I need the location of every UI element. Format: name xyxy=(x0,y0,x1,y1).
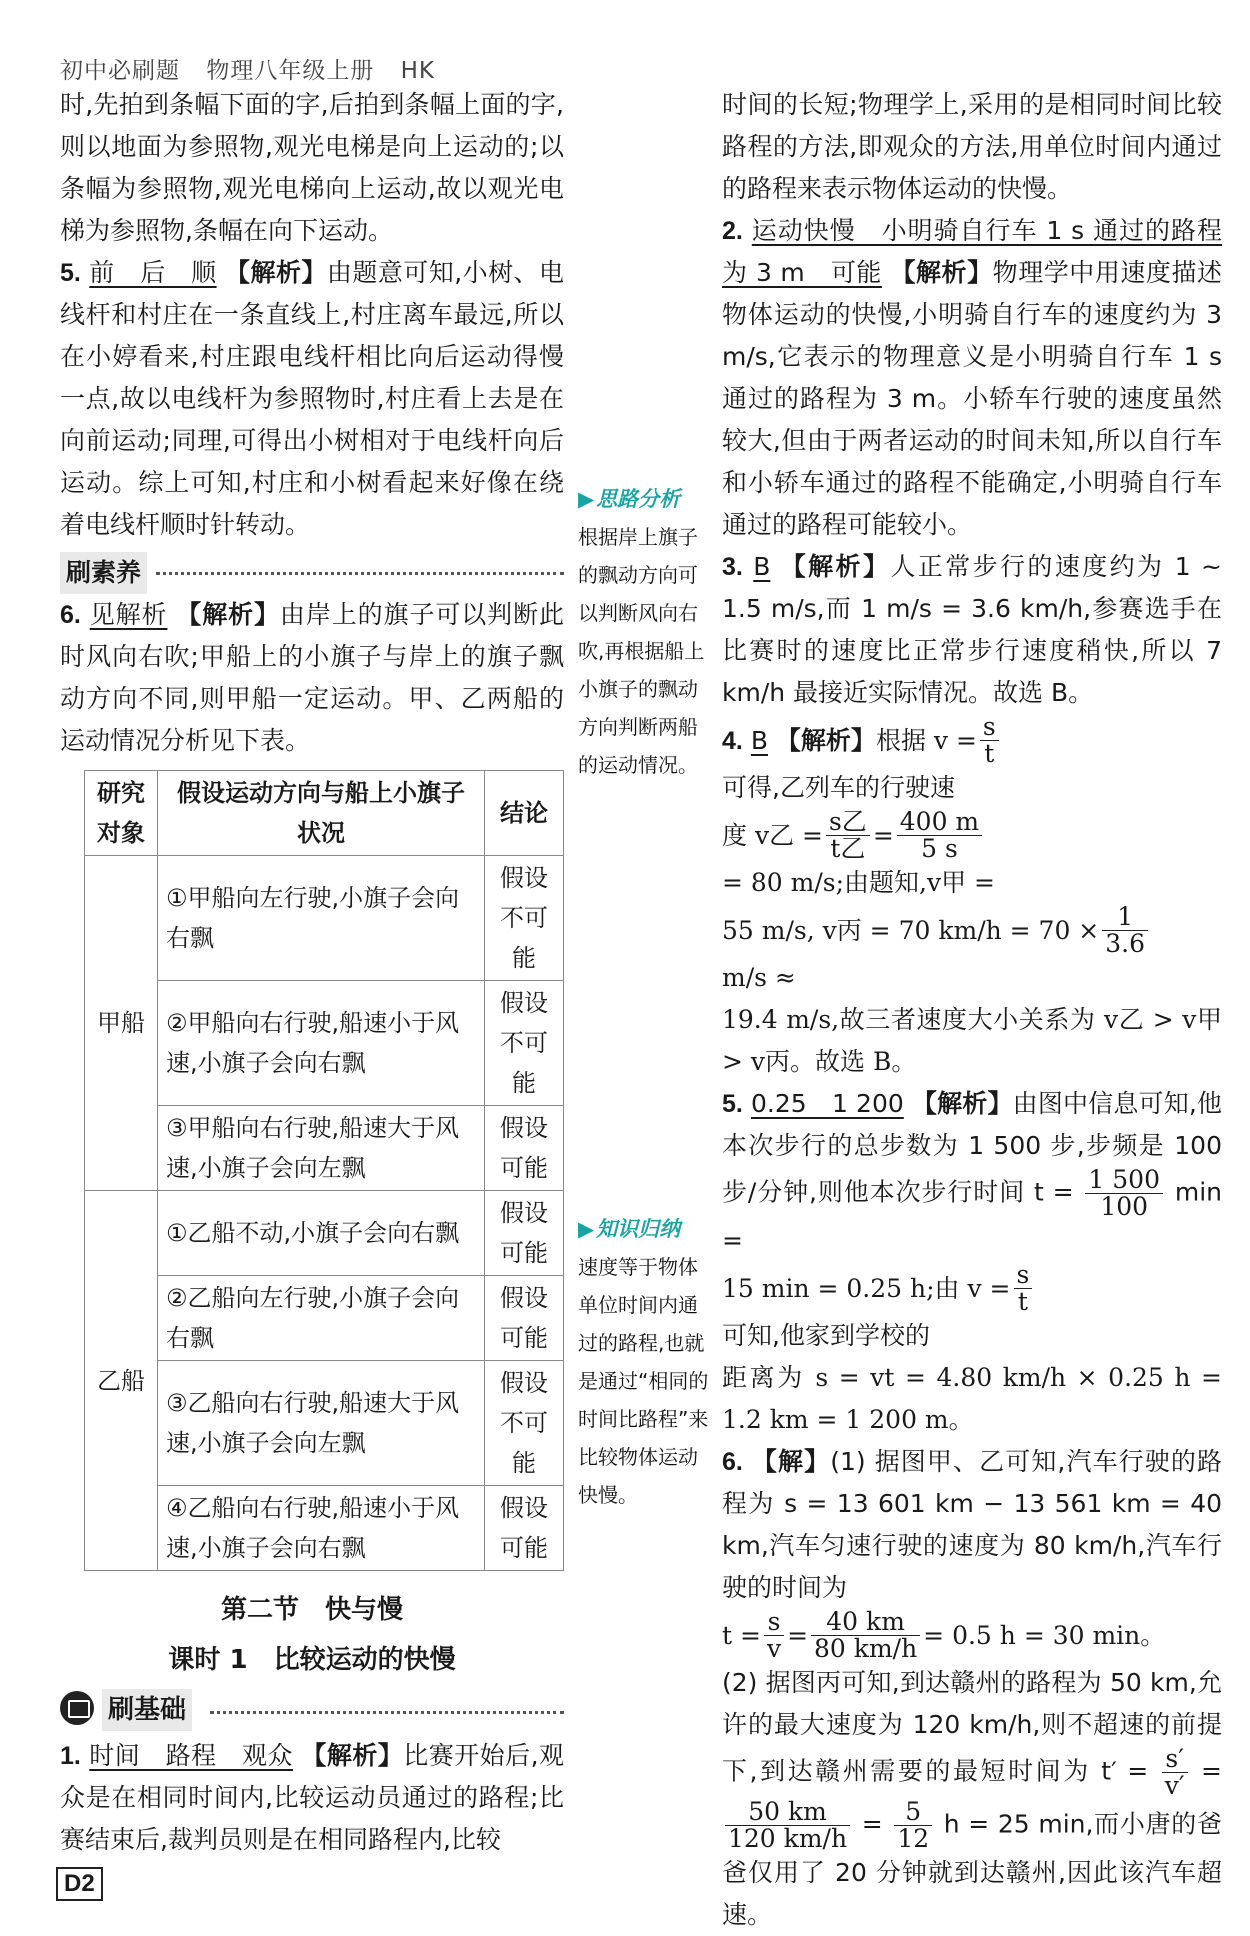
fraction: $\frac{5}{12}$ xyxy=(894,1799,932,1852)
question-6: 6. 见解析 【解析】由岸上的旗子可以判断此时风向右吹;甲船上的小旗子与岸上的旗子飘动方向不同,则甲船一定运动。甲、乙两船的运动情况分析见下表。 xyxy=(60,600,564,755)
fraction: $\frac{s}{t}$ xyxy=(1014,1262,1033,1315)
fraction: $\frac{s}{t}$ xyxy=(980,714,999,767)
side-note-knowledge xyxy=(578,1210,710,1514)
fraction: $\frac{40 km}{80 km/h}$ xyxy=(811,1609,920,1662)
left-column xyxy=(60,84,564,1861)
question-5: 5. 前 后 顺 【解析】由题意可知,小树、电线杆和村庄在一条直线上,村庄离车最远,所以在小婷看来,村庄跟电线杆相比向后运动得慢一点,故以电线杆为参照物时,村庄看上去是在向前运动;同理,可得出小树相对于电线杆向后运动。综上可知,村庄和小树看起来好像在绕着电线杆顺时针转动。 xyxy=(60,258,565,539)
table-row: 甲船 ①甲船向左行驶,小旗子会向右飘 假设不可能 xyxy=(85,856,564,981)
page-number: D2 xyxy=(56,1867,103,1901)
fraction: $\frac{400 m}{5 s}$ xyxy=(897,809,982,862)
question-6: 6. 【解】(1) 据图甲、乙可知,汽车行驶的路程为 s = 13 601 km − 13 561 km = 40 km,汽车匀速行驶的速度为 80 km/h,汽车行驶的时间为 t = $\frac{s}{v}$ = $\frac{40 km}{80 km/h}$ = 0.5 h = 30 min。 (2) 据图丙可知,到达赣州的路程为 50 km,允许的最大速度为 120 km/h,则不超速的前提下,到达赣州需要的最短时间为 t′ = $\frac{s'}{v'}$ = $\frac{50 km}{120 km/h}$ = $\frac{5}{12}$ h = 25 min,而小唐的爸爸仅用了 20 分钟就到达赣州,因此该汽车超速。 xyxy=(722,1447,1222,1929)
page-header xyxy=(60,52,453,85)
q4-answer: B xyxy=(750,725,768,755)
table-row: ④乙船向右行驶,船速小于风速,小旗子会向右飘 假设可能 xyxy=(85,1486,564,1571)
q5-answer: 前 后 顺 xyxy=(89,258,217,287)
table-row: ③甲船向右行驶,船速大于风速,小旗子会向左飘 假设可能 xyxy=(85,1106,564,1191)
fraction: $\frac{\text{s乙}}{\text{t乙}}$ xyxy=(826,809,870,862)
q2-answer: 运动快慢 小明骑自行车 1 s 通过的路程为 3 m 可能 xyxy=(722,216,1222,287)
section-suyang: 刷素养 xyxy=(60,552,564,590)
analysis-table xyxy=(84,770,564,1571)
right-column xyxy=(722,84,1222,1936)
q5-answer: 0.25 1 200 xyxy=(751,1089,904,1118)
question-3: 3. B 【解析】人正常步行的速度约为 1 ~ 1.5 m/s,而 1 m/s = 3.6 km/h,参赛选手在比赛时的速度比正常步行速度稍快,所以 7 km/h 最接近实际情况。故选 B。 xyxy=(722,552,1222,707)
side-note-text: 速度等于物体单位时间内通过的路程,也就是通过“相同的时间比路程”来比较物体运动快慢。 xyxy=(578,1255,709,1507)
fraction: $\frac{s'}{v'}$ xyxy=(1162,1746,1188,1799)
table-row: ②乙船向左行驶,小旗子会向右飘 假设可能 xyxy=(85,1276,564,1361)
section-title: 第二节 快与慢 xyxy=(220,1595,403,1625)
side-note-text: 根据岸上旗子的飘动方向可以判断风向右吹,再根据船上小旗子的飘动方向判断两船的运动情况。 xyxy=(578,525,705,777)
side-note-title: ▶ 知识归纳 xyxy=(578,1210,710,1248)
side-note-analysis xyxy=(578,480,710,784)
lesson-title: 课时 1 比较运动的快慢 xyxy=(168,1645,456,1675)
q1-continuation: 时间的长短;物理学上,采用的是相同时间比较路程的方法,即观众的方法,用单位时间内通过的路程来表示物体运动的快慢。 xyxy=(722,90,1222,203)
fraction: $\frac{50 km}{120 km/h}$ xyxy=(725,1799,850,1852)
fraction: $\frac{1}{3.6}$ xyxy=(1102,904,1148,957)
question-5: 5. 0.25 1 200 【解析】由图中信息可知,他本次步行的总步数为 1 500 步,步频是 100 步/分钟,则他本次步行时间 t = $\frac{1 500}{100}$ min = 15 min = 0.25 h;由 v = $\frac{s}{t}$ 可知,他家到学校的 距离为 s = vt = 4.80 km/h × 0.25 h = 1.2 km = 1 200 m。 xyxy=(722,1089,1223,1434)
section-base: 刷基础 xyxy=(60,1689,564,1733)
q3-answer: B xyxy=(753,552,771,581)
header-edition: HK xyxy=(400,58,436,84)
fraction: $\frac{1 500}{100}$ xyxy=(1085,1167,1163,1220)
header-subject: 物理八年级上册 xyxy=(206,58,375,84)
q6-answer: 见解析 xyxy=(89,600,168,629)
q4-continuation: 时,先拍到条幅下面的字,后拍到条幅上面的字,则以地面为参照物,观光电梯是向上运动的;以条幅为参照物,观光电梯向上运动,故以观光电梯为参照物,条幅在向下运动。 xyxy=(60,90,564,245)
question-2: 2. 运动快慢 小明骑自行车 1 s 通过的路程为 3 m 可能 【解析】物理学中用速度描述物体运动的快慢,小明骑自行车的速度约为 3 m/s,它表示的物理意义是小明骑自行车 1 s 通过的路程为 3 m。小轿车行驶的速度虽然较大,但由于两者运动的时间未知,所以自行车和小轿车通过的路程不能确定,小明骑自行车通过的路程可能较小。 xyxy=(722,216,1223,539)
q1-answer: 时间 路程 观众 xyxy=(89,1741,293,1770)
header-series: 初中必刷题 xyxy=(60,58,180,84)
table-row: 乙船 ①乙船不动,小旗子会向右飘 假设可能 xyxy=(85,1191,564,1276)
question-1: 1. 时间 路程 观众 【解析】比赛开始后,观众是在相同时间内,比较运动员通过的路程;比赛结束后,裁判员则是在相同路程内,比较 xyxy=(60,1741,564,1854)
question-4: 4. B 【解析】 根据 v = $\frac{s}{t}$ 可得,乙列车的行驶速 度 v乙 = $\frac{\text{s乙}}{\text{t乙}}$ = $\frac{400 m}{5 s}$ = 80 m/s;由题知,v甲 = 55 m/s, v丙 = 70 km/h = 70 × $\frac{1}{3.6}$ m/s ≈ 19.4 m/s,故三者速度大小关系为 v乙 > v甲 > v丙。故选 B。 xyxy=(722,712,1222,1076)
table-header-row: 研究对象 假设运动方向与船上小旗子状况 结论 xyxy=(85,771,564,856)
table-row: ②甲船向右行驶,船速小于风速,小旗子会向右飘 假设不可能 xyxy=(85,981,564,1106)
table-row: ③乙船向右行驶,船速大于风速,小旗子会向左飘 假设不可能 xyxy=(85,1361,564,1486)
brush-badge-icon xyxy=(60,1691,94,1725)
fraction: $\frac{s}{v}$ xyxy=(764,1609,784,1662)
side-note-title: ▶ 思路分析 xyxy=(578,480,710,518)
